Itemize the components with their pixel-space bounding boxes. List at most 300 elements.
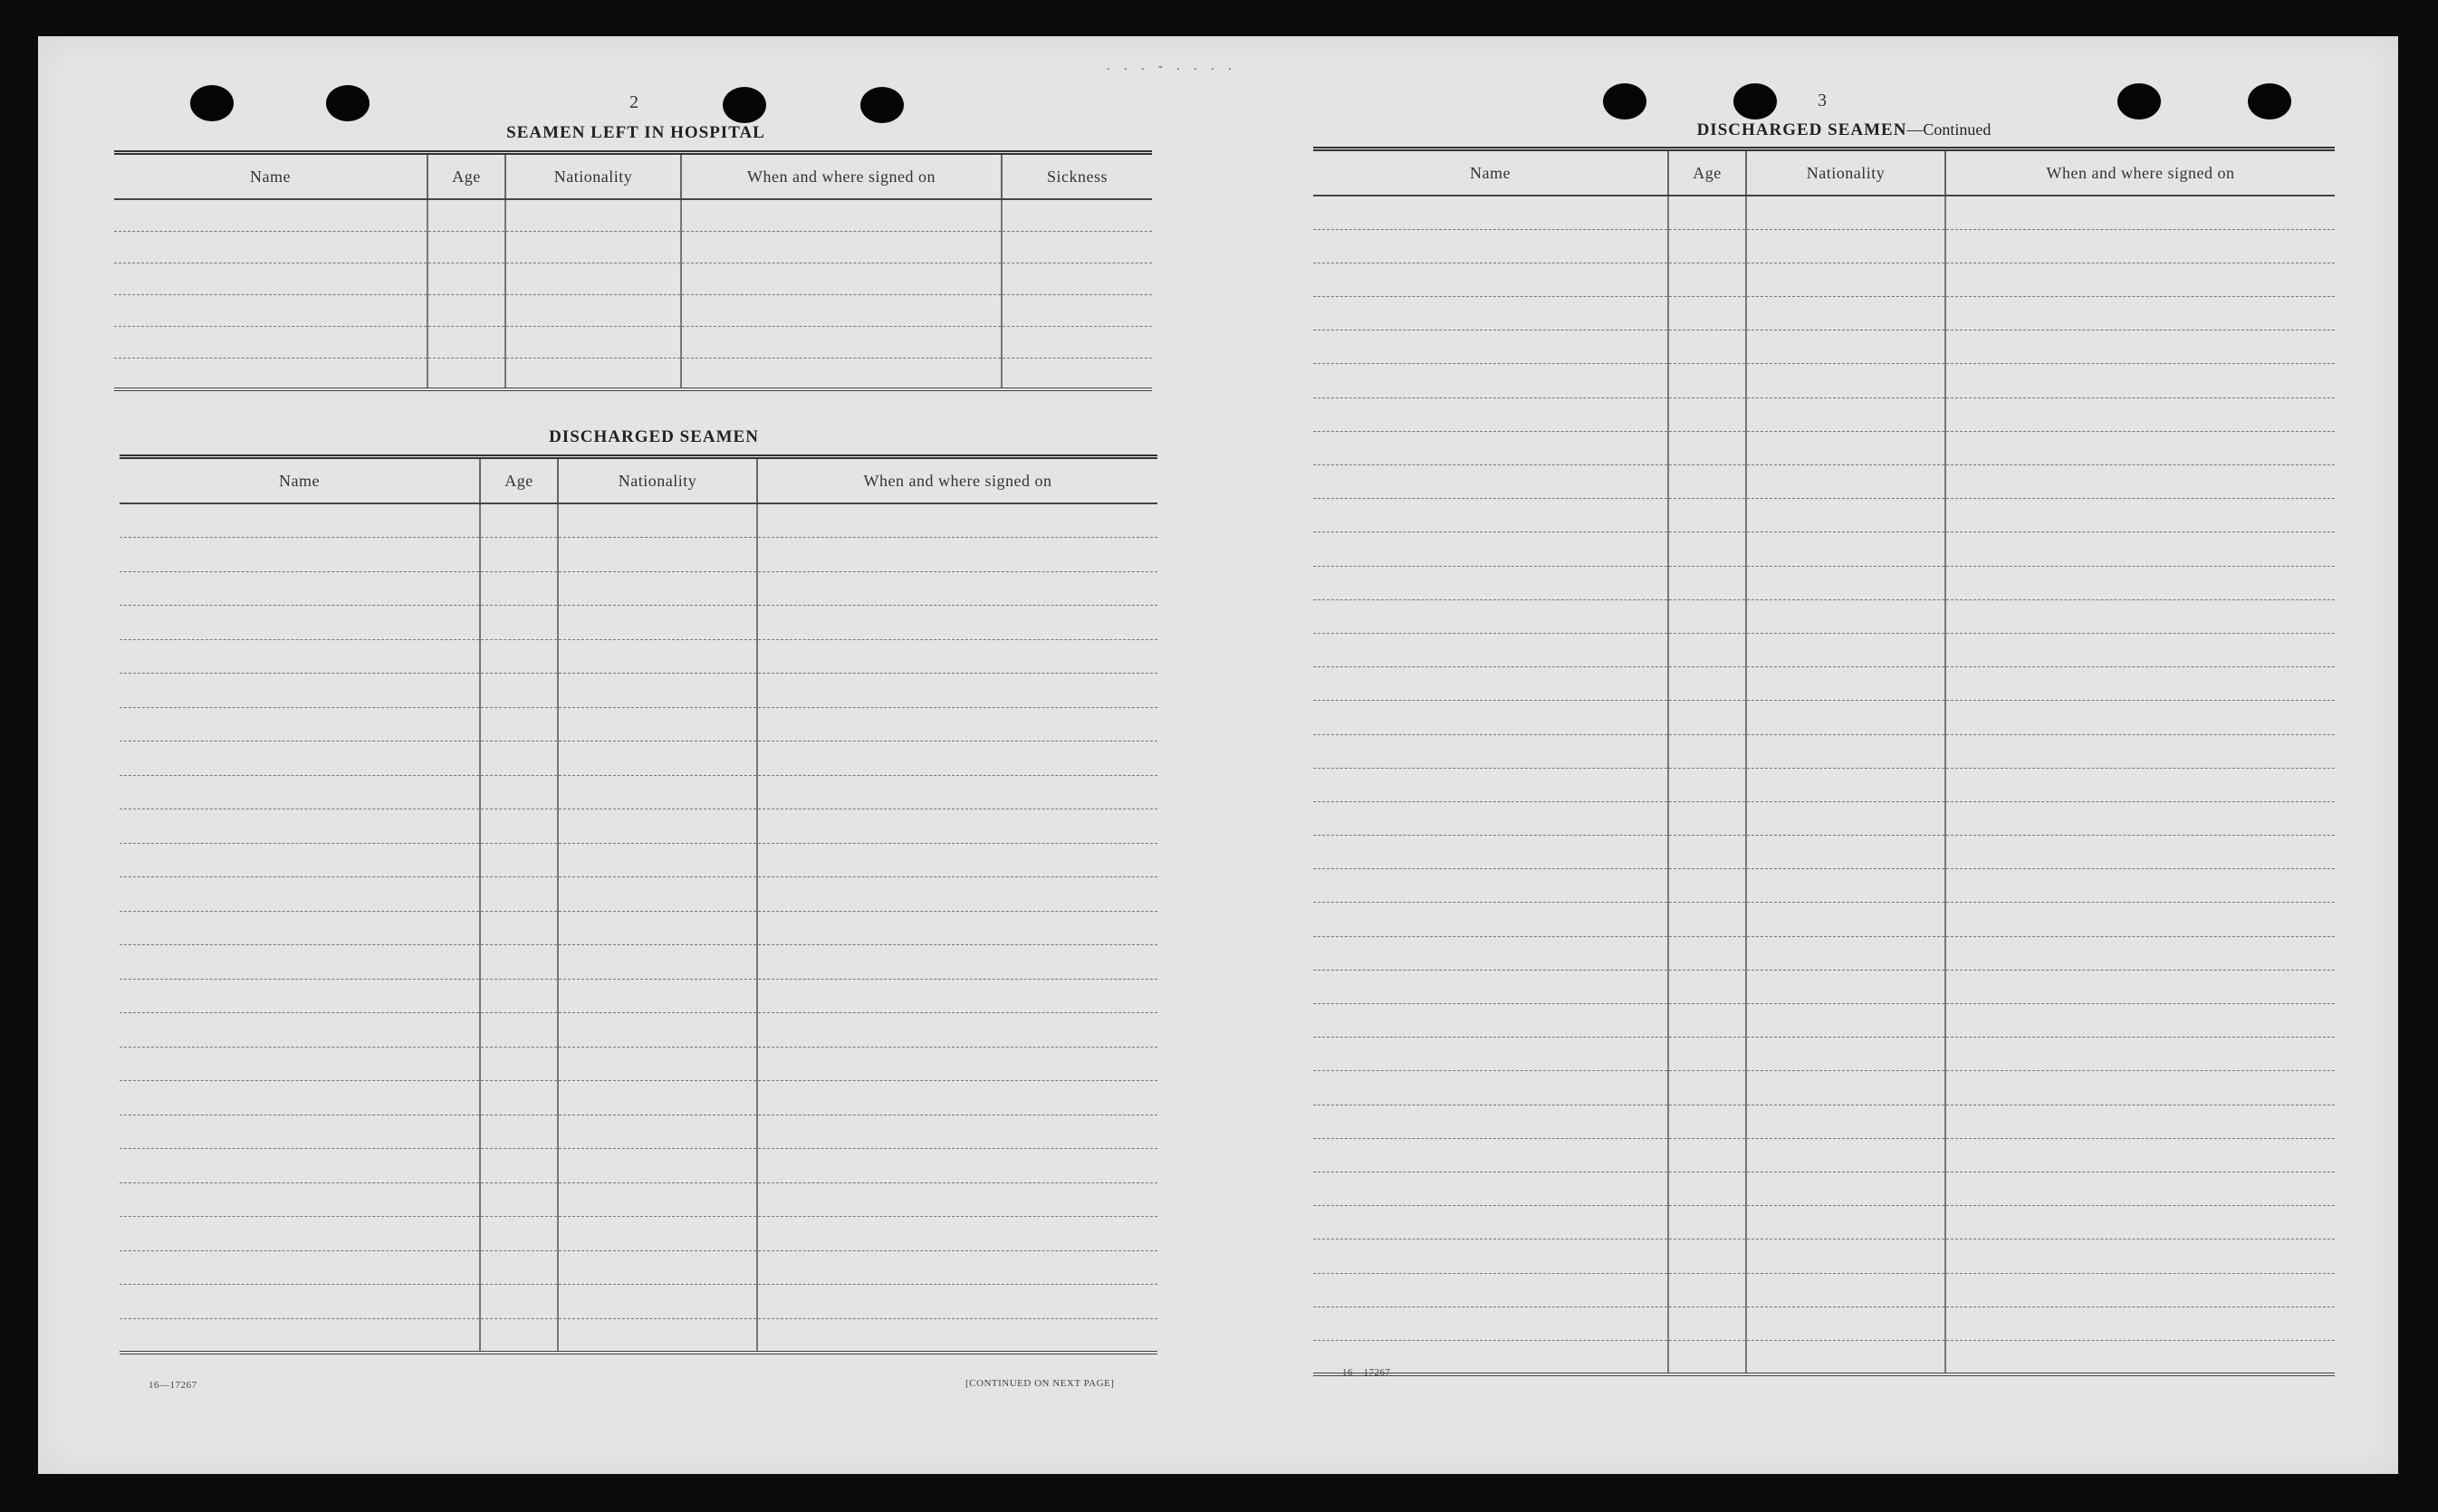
table-cell[interactable] bbox=[558, 1115, 757, 1149]
table-cell[interactable] bbox=[681, 263, 1002, 294]
table-cell[interactable] bbox=[1313, 970, 1668, 1003]
table-cell[interactable] bbox=[1668, 1004, 1746, 1038]
table-cell[interactable] bbox=[427, 263, 505, 294]
table-row bbox=[1313, 196, 2335, 229]
table-cell[interactable] bbox=[120, 639, 480, 674]
table-cell[interactable] bbox=[1746, 970, 1945, 1003]
table-row bbox=[120, 911, 1157, 945]
table-row bbox=[120, 1047, 1157, 1081]
table-cell[interactable] bbox=[757, 1285, 1157, 1319]
table-cell[interactable] bbox=[120, 1250, 480, 1285]
table-cell[interactable] bbox=[1668, 1239, 1746, 1273]
table-cell[interactable] bbox=[120, 1047, 480, 1081]
table-cell[interactable] bbox=[505, 199, 681, 231]
table-cell[interactable] bbox=[1668, 667, 1746, 701]
table-cell[interactable] bbox=[1668, 566, 1746, 599]
table-cell[interactable] bbox=[505, 326, 681, 358]
table-cell[interactable] bbox=[1746, 297, 1945, 330]
table-cell[interactable] bbox=[1945, 903, 2335, 936]
table-cell[interactable] bbox=[757, 639, 1157, 674]
table-cell[interactable] bbox=[480, 945, 558, 980]
table-cell[interactable] bbox=[1313, 1239, 1668, 1273]
table-cell[interactable] bbox=[1313, 532, 1668, 566]
table-cell[interactable] bbox=[427, 199, 505, 231]
table-cell[interactable] bbox=[558, 606, 757, 640]
table-cell[interactable] bbox=[1668, 1172, 1746, 1205]
table-cell[interactable] bbox=[1945, 701, 2335, 734]
table-cell[interactable] bbox=[120, 1285, 480, 1319]
table-cell[interactable] bbox=[120, 945, 480, 980]
table-cell[interactable] bbox=[480, 606, 558, 640]
table-cell[interactable] bbox=[1002, 199, 1152, 231]
table-cell[interactable] bbox=[120, 538, 480, 572]
table-cell[interactable] bbox=[120, 571, 480, 606]
column-header-nationality: Nationality bbox=[1746, 149, 1945, 196]
table-cell[interactable] bbox=[480, 1047, 558, 1081]
table-cell[interactable] bbox=[1945, 229, 2335, 263]
table-cell[interactable] bbox=[1668, 1206, 1746, 1239]
table-row bbox=[1313, 1071, 2335, 1105]
table-cell[interactable] bbox=[480, 1149, 558, 1183]
table-cell[interactable] bbox=[120, 843, 480, 877]
table-cell[interactable] bbox=[757, 843, 1157, 877]
table-cell[interactable] bbox=[1746, 330, 1945, 364]
table-cell[interactable] bbox=[1746, 1138, 1945, 1172]
table-cell[interactable] bbox=[558, 1149, 757, 1183]
table-cell[interactable] bbox=[1313, 869, 1668, 903]
table-cell[interactable] bbox=[120, 877, 480, 912]
table-cell[interactable] bbox=[1313, 1105, 1668, 1138]
table-cell[interactable] bbox=[757, 1013, 1157, 1048]
continued-notice: [CONTINUED ON NEXT PAGE] bbox=[965, 1378, 1115, 1389]
table-cell[interactable] bbox=[1313, 1172, 1668, 1205]
table-cell[interactable] bbox=[120, 742, 480, 776]
table-cell[interactable] bbox=[1945, 970, 2335, 1003]
table-cell[interactable] bbox=[757, 1047, 1157, 1081]
table-cell[interactable] bbox=[558, 809, 757, 844]
table-cell[interactable] bbox=[120, 775, 480, 809]
table-cell[interactable] bbox=[480, 571, 558, 606]
table-cell[interactable] bbox=[427, 294, 505, 326]
table-cell[interactable] bbox=[681, 294, 1002, 326]
table-cell[interactable] bbox=[1746, 801, 1945, 835]
table-cell[interactable] bbox=[1945, 263, 2335, 296]
table-cell[interactable] bbox=[120, 606, 480, 640]
table-cell[interactable] bbox=[1945, 330, 2335, 364]
table-cell[interactable] bbox=[558, 503, 757, 538]
discharged-table-body bbox=[120, 503, 1157, 1353]
table-cell[interactable] bbox=[1313, 397, 1668, 431]
table-cell[interactable] bbox=[757, 674, 1157, 708]
table-row bbox=[114, 263, 1152, 294]
table-cell[interactable] bbox=[480, 911, 558, 945]
table-cell[interactable] bbox=[1668, 936, 1746, 970]
table-cell[interactable] bbox=[1746, 1038, 1945, 1071]
table-cell[interactable] bbox=[1945, 297, 2335, 330]
table-cell[interactable] bbox=[1746, 903, 1945, 936]
table-cell[interactable] bbox=[1945, 465, 2335, 499]
table-cell[interactable] bbox=[114, 231, 427, 263]
table-cell[interactable] bbox=[1002, 358, 1152, 389]
table-cell[interactable] bbox=[1313, 701, 1668, 734]
table-cell[interactable] bbox=[757, 1318, 1157, 1353]
table-cell[interactable] bbox=[757, 1217, 1157, 1251]
table-cell[interactable] bbox=[757, 1182, 1157, 1217]
table-cell[interactable] bbox=[480, 1081, 558, 1115]
table-cell[interactable] bbox=[1313, 1138, 1668, 1172]
table-cell[interactable] bbox=[1746, 1071, 1945, 1105]
table-cell[interactable] bbox=[757, 979, 1157, 1013]
table-cell[interactable] bbox=[120, 1182, 480, 1217]
continued-title-main: DISCHARGED SEAMEN bbox=[1696, 120, 1907, 139]
binder-hole bbox=[1603, 83, 1646, 120]
table-cell[interactable] bbox=[681, 199, 1002, 231]
table-cell[interactable] bbox=[1746, 364, 1945, 397]
table-cell[interactable] bbox=[114, 263, 427, 294]
table-cell[interactable] bbox=[558, 571, 757, 606]
table-row bbox=[1313, 330, 2335, 364]
hospital-section-title: SEAMEN LEFT IN HOSPITAL bbox=[506, 123, 765, 142]
table-row bbox=[120, 1182, 1157, 1217]
table-cell[interactable] bbox=[558, 1182, 757, 1217]
table-cell[interactable] bbox=[505, 231, 681, 263]
table-cell[interactable] bbox=[1945, 1071, 2335, 1105]
table-cell[interactable] bbox=[1313, 566, 1668, 599]
table-cell[interactable] bbox=[1668, 869, 1746, 903]
table-cell[interactable] bbox=[1002, 326, 1152, 358]
table-cell[interactable] bbox=[1313, 936, 1668, 970]
table-cell[interactable] bbox=[1945, 869, 2335, 903]
column-header-age: Age bbox=[427, 153, 505, 200]
table-cell[interactable] bbox=[1313, 836, 1668, 869]
table-cell[interactable] bbox=[480, 979, 558, 1013]
table-cell[interactable] bbox=[120, 503, 480, 538]
table-cell[interactable] bbox=[1945, 936, 2335, 970]
table-cell[interactable] bbox=[1945, 1340, 2335, 1373]
table-cell[interactable] bbox=[1746, 701, 1945, 734]
table-cell[interactable] bbox=[1313, 229, 1668, 263]
table-cell[interactable] bbox=[114, 326, 427, 358]
table-cell[interactable] bbox=[1313, 633, 1668, 666]
table-cell[interactable] bbox=[558, 911, 757, 945]
column-header-sickness: Sickness bbox=[1002, 153, 1152, 200]
table-cell[interactable] bbox=[558, 979, 757, 1013]
table-cell[interactable] bbox=[558, 1047, 757, 1081]
table-cell[interactable] bbox=[757, 742, 1157, 776]
table-cell[interactable] bbox=[1668, 1306, 1746, 1340]
table-cell[interactable] bbox=[1746, 263, 1945, 296]
table-cell[interactable] bbox=[120, 911, 480, 945]
table-cell[interactable] bbox=[480, 1318, 558, 1353]
table-row bbox=[120, 742, 1157, 776]
table-cell[interactable] bbox=[1746, 566, 1945, 599]
table-cell[interactable] bbox=[120, 1149, 480, 1183]
table-cell[interactable] bbox=[480, 503, 558, 538]
column-header-signed-on: When and where signed on bbox=[757, 457, 1157, 504]
table-row bbox=[1313, 1340, 2335, 1373]
table-cell[interactable] bbox=[1668, 1105, 1746, 1138]
table-cell[interactable] bbox=[1668, 431, 1746, 464]
table-cell[interactable] bbox=[1945, 1105, 2335, 1138]
table-cell[interactable] bbox=[1313, 465, 1668, 499]
table-cell[interactable] bbox=[480, 1250, 558, 1285]
table-cell[interactable] bbox=[1746, 734, 1945, 768]
table-cell[interactable] bbox=[1313, 499, 1668, 532]
table-cell[interactable] bbox=[558, 775, 757, 809]
table-cell[interactable] bbox=[1746, 633, 1945, 666]
binder-hole bbox=[2248, 83, 2291, 120]
table-cell[interactable] bbox=[1668, 970, 1746, 1003]
table-cell[interactable] bbox=[1668, 903, 1746, 936]
table-cell[interactable] bbox=[558, 1013, 757, 1048]
table-cell[interactable] bbox=[480, 742, 558, 776]
table-cell[interactable] bbox=[1668, 330, 1746, 364]
table-cell[interactable] bbox=[1945, 364, 2335, 397]
table-cell[interactable] bbox=[1313, 1306, 1668, 1340]
table-cell[interactable] bbox=[558, 1081, 757, 1115]
table-cell[interactable] bbox=[120, 979, 480, 1013]
form-number-left: 16—17267 bbox=[149, 1380, 197, 1391]
table-row bbox=[120, 606, 1157, 640]
table-cell[interactable] bbox=[1668, 196, 1746, 229]
table-cell[interactable] bbox=[1945, 1306, 2335, 1340]
table-cell[interactable] bbox=[480, 707, 558, 742]
table-cell[interactable] bbox=[1668, 1273, 1746, 1306]
table-cell[interactable] bbox=[1945, 532, 2335, 566]
table-cell[interactable] bbox=[1313, 297, 1668, 330]
table-cell[interactable] bbox=[480, 1115, 558, 1149]
table-cell[interactable] bbox=[1313, 1071, 1668, 1105]
table-cell[interactable] bbox=[757, 1081, 1157, 1115]
binder-hole bbox=[1733, 83, 1777, 120]
table-cell[interactable] bbox=[1668, 734, 1746, 768]
table-cell[interactable] bbox=[1945, 1004, 2335, 1038]
table-cell[interactable] bbox=[480, 1285, 558, 1319]
table-cell[interactable] bbox=[757, 571, 1157, 606]
table-cell[interactable] bbox=[1746, 599, 1945, 633]
table-cell[interactable] bbox=[1002, 263, 1152, 294]
table-cell[interactable] bbox=[558, 1285, 757, 1319]
table-cell[interactable] bbox=[1668, 1038, 1746, 1071]
table-cell[interactable] bbox=[757, 775, 1157, 809]
table-cell[interactable] bbox=[757, 707, 1157, 742]
table-cell[interactable] bbox=[558, 707, 757, 742]
table-cell[interactable] bbox=[120, 1013, 480, 1048]
table-cell[interactable] bbox=[1313, 801, 1668, 835]
table-cell[interactable] bbox=[1313, 431, 1668, 464]
table-cell[interactable] bbox=[1313, 1004, 1668, 1038]
table-cell[interactable] bbox=[681, 358, 1002, 389]
table-cell[interactable] bbox=[1668, 701, 1746, 734]
table-cell[interactable] bbox=[480, 843, 558, 877]
table-cell[interactable] bbox=[1945, 734, 2335, 768]
table-cell[interactable] bbox=[1746, 1172, 1945, 1205]
table-cell[interactable] bbox=[558, 1217, 757, 1251]
table-cell[interactable] bbox=[480, 1013, 558, 1048]
table-cell[interactable] bbox=[1313, 599, 1668, 633]
table-cell[interactable] bbox=[480, 538, 558, 572]
table-cell[interactable] bbox=[1668, 1138, 1746, 1172]
table-cell[interactable] bbox=[757, 1149, 1157, 1183]
table-cell[interactable] bbox=[505, 263, 681, 294]
table-cell[interactable] bbox=[1668, 263, 1746, 296]
table-cell[interactable] bbox=[120, 1115, 480, 1149]
table-cell[interactable] bbox=[1668, 768, 1746, 801]
table-cell[interactable] bbox=[1746, 836, 1945, 869]
table-cell[interactable] bbox=[114, 294, 427, 326]
table-cell[interactable] bbox=[120, 1081, 480, 1115]
table-cell[interactable] bbox=[1313, 903, 1668, 936]
table-cell[interactable] bbox=[114, 199, 427, 231]
table-cell[interactable] bbox=[1668, 1071, 1746, 1105]
table-cell[interactable] bbox=[505, 294, 681, 326]
table-cell[interactable] bbox=[1945, 1239, 2335, 1273]
table-cell[interactable] bbox=[1746, 465, 1945, 499]
table-cell[interactable] bbox=[1945, 499, 2335, 532]
table-cell[interactable] bbox=[558, 639, 757, 674]
table-cell[interactable] bbox=[1313, 667, 1668, 701]
table-cell[interactable] bbox=[1945, 599, 2335, 633]
table-cell[interactable] bbox=[1746, 936, 1945, 970]
table-cell[interactable] bbox=[1668, 836, 1746, 869]
table-cell[interactable] bbox=[1746, 667, 1945, 701]
table-cell[interactable] bbox=[1002, 231, 1152, 263]
table-cell[interactable] bbox=[558, 674, 757, 708]
table-cell[interactable] bbox=[1746, 1273, 1945, 1306]
table-cell[interactable] bbox=[1746, 229, 1945, 263]
table-cell[interactable] bbox=[1746, 1206, 1945, 1239]
table-cell[interactable] bbox=[757, 945, 1157, 980]
table-cell[interactable] bbox=[1313, 196, 1668, 229]
table-cell[interactable] bbox=[1945, 1172, 2335, 1205]
table-cell[interactable] bbox=[480, 1217, 558, 1251]
table-cell[interactable] bbox=[1746, 1306, 1945, 1340]
table-cell[interactable] bbox=[1945, 836, 2335, 869]
table-cell[interactable] bbox=[1668, 397, 1746, 431]
table-cell[interactable] bbox=[1945, 566, 2335, 599]
table-cell[interactable] bbox=[1746, 1105, 1945, 1138]
table-cell[interactable] bbox=[480, 809, 558, 844]
table-cell[interactable] bbox=[1746, 869, 1945, 903]
table-cell[interactable] bbox=[427, 358, 505, 389]
table-cell[interactable] bbox=[1746, 1340, 1945, 1373]
table-cell[interactable] bbox=[1945, 196, 2335, 229]
table-cell[interactable] bbox=[1668, 229, 1746, 263]
table-cell[interactable] bbox=[1746, 1004, 1945, 1038]
table-cell[interactable] bbox=[757, 503, 1157, 538]
table-cell[interactable] bbox=[1668, 499, 1746, 532]
table-cell[interactable] bbox=[1668, 599, 1746, 633]
table-cell[interactable] bbox=[480, 877, 558, 912]
table-cell[interactable] bbox=[1668, 532, 1746, 566]
table-cell[interactable] bbox=[757, 1250, 1157, 1285]
table-cell[interactable] bbox=[1668, 465, 1746, 499]
table-cell[interactable] bbox=[1746, 397, 1945, 431]
table-cell[interactable] bbox=[757, 538, 1157, 572]
table-cell[interactable] bbox=[558, 538, 757, 572]
table-cell[interactable] bbox=[1945, 801, 2335, 835]
table-row bbox=[120, 1013, 1157, 1048]
table-cell[interactable] bbox=[120, 674, 480, 708]
table-cell[interactable] bbox=[757, 809, 1157, 844]
table-cell[interactable] bbox=[1746, 768, 1945, 801]
table-cell[interactable] bbox=[681, 326, 1002, 358]
table-cell[interactable] bbox=[1945, 431, 2335, 464]
table-row bbox=[120, 979, 1157, 1013]
table-cell[interactable] bbox=[480, 775, 558, 809]
table-cell[interactable] bbox=[1313, 330, 1668, 364]
table-cell[interactable] bbox=[120, 1318, 480, 1353]
table-cell[interactable] bbox=[558, 877, 757, 912]
table-cell[interactable] bbox=[1945, 768, 2335, 801]
table-cell[interactable] bbox=[1313, 1273, 1668, 1306]
table-cell[interactable] bbox=[1945, 1038, 2335, 1071]
table-cell[interactable] bbox=[757, 877, 1157, 912]
table-cell[interactable] bbox=[480, 674, 558, 708]
table-cell[interactable] bbox=[1313, 768, 1668, 801]
table-cell[interactable] bbox=[1945, 397, 2335, 431]
table-cell[interactable] bbox=[1668, 1340, 1746, 1373]
table-cell[interactable] bbox=[120, 809, 480, 844]
table-cell[interactable] bbox=[681, 231, 1002, 263]
table-cell[interactable] bbox=[1668, 633, 1746, 666]
table-cell[interactable] bbox=[120, 1217, 480, 1251]
table-cell[interactable] bbox=[1746, 532, 1945, 566]
table-row bbox=[1313, 667, 2335, 701]
table-cell[interactable] bbox=[480, 1182, 558, 1217]
table-cell[interactable] bbox=[1746, 499, 1945, 532]
table-cell[interactable] bbox=[427, 231, 505, 263]
table-cell[interactable] bbox=[1746, 196, 1945, 229]
table-cell[interactable] bbox=[1668, 297, 1746, 330]
table-row bbox=[1313, 364, 2335, 397]
table-cell[interactable] bbox=[505, 358, 681, 389]
table-row bbox=[1313, 936, 2335, 970]
table-cell[interactable] bbox=[1746, 1239, 1945, 1273]
table-cell[interactable] bbox=[757, 606, 1157, 640]
table-cell[interactable] bbox=[558, 1250, 757, 1285]
table-row bbox=[114, 358, 1152, 389]
table-cell[interactable] bbox=[1313, 734, 1668, 768]
table-cell[interactable] bbox=[558, 843, 757, 877]
table-cell[interactable] bbox=[1945, 667, 2335, 701]
table-cell[interactable] bbox=[120, 707, 480, 742]
table-cell[interactable] bbox=[1945, 1273, 2335, 1306]
table-cell[interactable] bbox=[558, 742, 757, 776]
table-cell[interactable] bbox=[1945, 1138, 2335, 1172]
table-cell[interactable] bbox=[1668, 801, 1746, 835]
table-cell[interactable] bbox=[1313, 1038, 1668, 1071]
table-row bbox=[120, 1081, 1157, 1115]
table-cell[interactable] bbox=[1945, 633, 2335, 666]
hospital-table bbox=[114, 150, 1152, 391]
table-cell[interactable] bbox=[1313, 364, 1668, 397]
table-cell[interactable] bbox=[1945, 1206, 2335, 1239]
table-cell[interactable] bbox=[480, 639, 558, 674]
table-cell[interactable] bbox=[114, 358, 427, 389]
table-cell[interactable] bbox=[1002, 294, 1152, 326]
table-cell[interactable] bbox=[757, 1115, 1157, 1149]
table-cell[interactable] bbox=[1313, 1206, 1668, 1239]
table-cell[interactable] bbox=[757, 911, 1157, 945]
table-row bbox=[1313, 1004, 2335, 1038]
table-cell[interactable] bbox=[427, 326, 505, 358]
table-cell[interactable] bbox=[558, 1318, 757, 1353]
table-cell[interactable] bbox=[1668, 364, 1746, 397]
table-cell[interactable] bbox=[1746, 431, 1945, 464]
table-cell[interactable] bbox=[1313, 263, 1668, 296]
table-cell[interactable] bbox=[558, 945, 757, 980]
